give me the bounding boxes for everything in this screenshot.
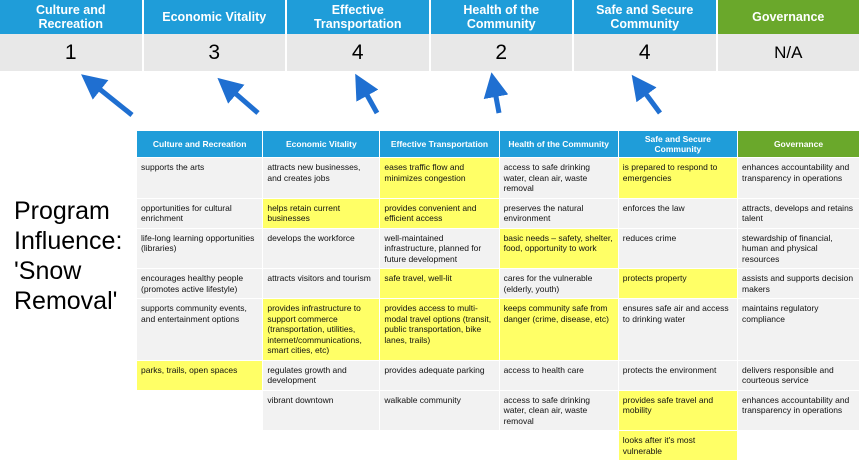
matrix-cell: supports the arts xyxy=(137,158,263,199)
matrix-cell: stewardship of financial, human and physical resources xyxy=(738,228,859,269)
table-row xyxy=(137,269,859,299)
matrix-cell: walkable community xyxy=(380,390,499,431)
arrow-culture-and-recreation xyxy=(92,83,132,115)
table-row xyxy=(137,198,859,228)
matrix-cell: cares for the vulnerable (elderly, youth) xyxy=(499,269,618,299)
scorecard-value-row xyxy=(0,34,859,71)
matrix-cell: opportunities for cultural enrichment xyxy=(137,198,263,228)
matrix-cell: is prepared to respond to emergencies xyxy=(618,158,737,199)
matrix-cell: supports community events, and entertainment options xyxy=(137,299,263,361)
matrix-header-row xyxy=(137,131,859,158)
matrix-cell: preserves the natural environment xyxy=(499,198,618,228)
matrix-cell: protects the environment xyxy=(618,360,737,390)
matrix-cell: enhances accountability and transparency in operations xyxy=(738,158,859,199)
matrix-cell xyxy=(263,431,380,461)
matrix-cell: keeps community safe from danger (crime, disease, etc) xyxy=(499,299,618,361)
scorecard-header-governance: Governance xyxy=(718,0,859,34)
matrix-cell: parks, trails, open spaces xyxy=(137,360,263,390)
scorecard-value-governance: N/A xyxy=(774,42,803,62)
matrix-cell: enhances accountability and transparency in operations xyxy=(738,390,859,431)
arrow-safe-and-secure-community xyxy=(640,86,660,113)
matrix-cell xyxy=(380,431,499,461)
matrix-cell: helps retain current businesses xyxy=(263,198,380,228)
scorecard-header-economic-vitality: Economic Vitality xyxy=(144,0,288,34)
matrix-cell: vibrant downtown xyxy=(263,390,380,431)
matrix-cell: attracts visitors and tourism xyxy=(263,269,380,299)
matrix-cell: access to health care xyxy=(499,360,618,390)
matrix-header-economic-vitality: Economic Vitality xyxy=(263,131,380,158)
scorecard-value-health-of-the-community: 2 xyxy=(431,34,575,71)
matrix-cell: provides adequate parking xyxy=(380,360,499,390)
matrix-cell: access to safe drinking water, clean air, waste removal xyxy=(499,158,618,199)
influence-matrix xyxy=(137,131,859,461)
table-row xyxy=(137,431,859,461)
scorecard-header-culture-and-recreation: Culture and Recreation xyxy=(0,0,144,34)
matrix-cell xyxy=(137,390,263,431)
matrix-cell: protects property xyxy=(618,269,737,299)
matrix-cell: access to safe drinking water, clean air, waste removal xyxy=(499,390,618,431)
matrix-cell: maintains regulatory compliance xyxy=(738,299,859,361)
scorecard-value-effective-transportation: 4 xyxy=(287,34,431,71)
matrix-cell: provides convenient and efficient access xyxy=(380,198,499,228)
matrix-header-effective-transportation: Effective Transportation xyxy=(380,131,499,158)
matrix-cell: looks after it's most vulnerable xyxy=(618,431,737,461)
table-row xyxy=(137,360,859,390)
matrix-header-safe-and-secure-community: Safe and Secure Community xyxy=(618,131,737,158)
matrix-cell: enforces the law xyxy=(618,198,737,228)
matrix-cell xyxy=(738,431,859,461)
matrix-header-governance: Governance xyxy=(738,131,859,158)
table-row xyxy=(137,228,859,269)
matrix-cell: well-maintained infrastructure, planned for future development xyxy=(380,228,499,269)
matrix-cell: regulates growth and development xyxy=(263,360,380,390)
scorecard-value-economic-vitality: 3 xyxy=(144,34,288,71)
arrow-effective-transportation xyxy=(362,86,377,113)
matrix-cell: provides access to multi-modal travel options (transit, public transportation, bike lanes, trails) xyxy=(380,299,499,361)
matrix-body xyxy=(137,158,859,461)
matrix-cell: assists and supports decision makers xyxy=(738,269,859,299)
matrix-cell: attracts, develops and retains talent xyxy=(738,198,859,228)
matrix-cell: life-long learning opportunities (libraries) xyxy=(137,228,263,269)
matrix-cell: provides infrastructure to support commerce (transportation, utilities, internet/communications, smart cities, etc) xyxy=(263,299,380,361)
table-row xyxy=(137,299,859,361)
table-row xyxy=(137,390,859,431)
matrix-header-health-of-the-community: Health of the Community xyxy=(499,131,618,158)
arrow-layer xyxy=(0,71,859,131)
matrix-cell xyxy=(137,431,263,461)
arrow-economic-vitality xyxy=(228,87,258,113)
matrix-cell: ensures safe air and access to drinking water xyxy=(618,299,737,361)
scorecard-value-safe-and-secure-community: 4 xyxy=(574,34,718,71)
arrow-health-of-the-community xyxy=(494,86,499,113)
matrix-cell: develops the workforce xyxy=(263,228,380,269)
matrix-cell: safe travel, well-lit xyxy=(380,269,499,299)
matrix-cell: encourages healthy people (promotes active lifestyle) xyxy=(137,269,263,299)
matrix-cell: delivers responsible and courteous service xyxy=(738,360,859,390)
matrix-cell: reduces crime xyxy=(618,228,737,269)
matrix-cell: eases traffic flow and minimizes congestion xyxy=(380,158,499,199)
scorecard-header-row xyxy=(0,0,859,34)
matrix-cell xyxy=(499,431,618,461)
table-row xyxy=(137,158,859,199)
scorecard-header-effective-transportation: Effective Transportation xyxy=(287,0,431,34)
matrix-cell: attracts new businesses, and creates jobs xyxy=(263,158,380,199)
program-influence-label: Program Influence: 'Snow Removal' xyxy=(14,197,123,315)
scorecard xyxy=(0,0,859,71)
matrix-cell: provides safe travel and mobility xyxy=(618,390,737,431)
matrix-header-culture-and-recreation: Culture and Recreation xyxy=(137,131,263,158)
scorecard-value-culture-and-recreation: 1 xyxy=(0,34,144,71)
matrix-cell: basic needs – safety, shelter, food, opportunity to work xyxy=(499,228,618,269)
scorecard-header-safe-and-secure-community: Safe and Secure Community xyxy=(574,0,718,34)
scorecard-header-health-of-the-community: Health of the Community xyxy=(431,0,575,34)
